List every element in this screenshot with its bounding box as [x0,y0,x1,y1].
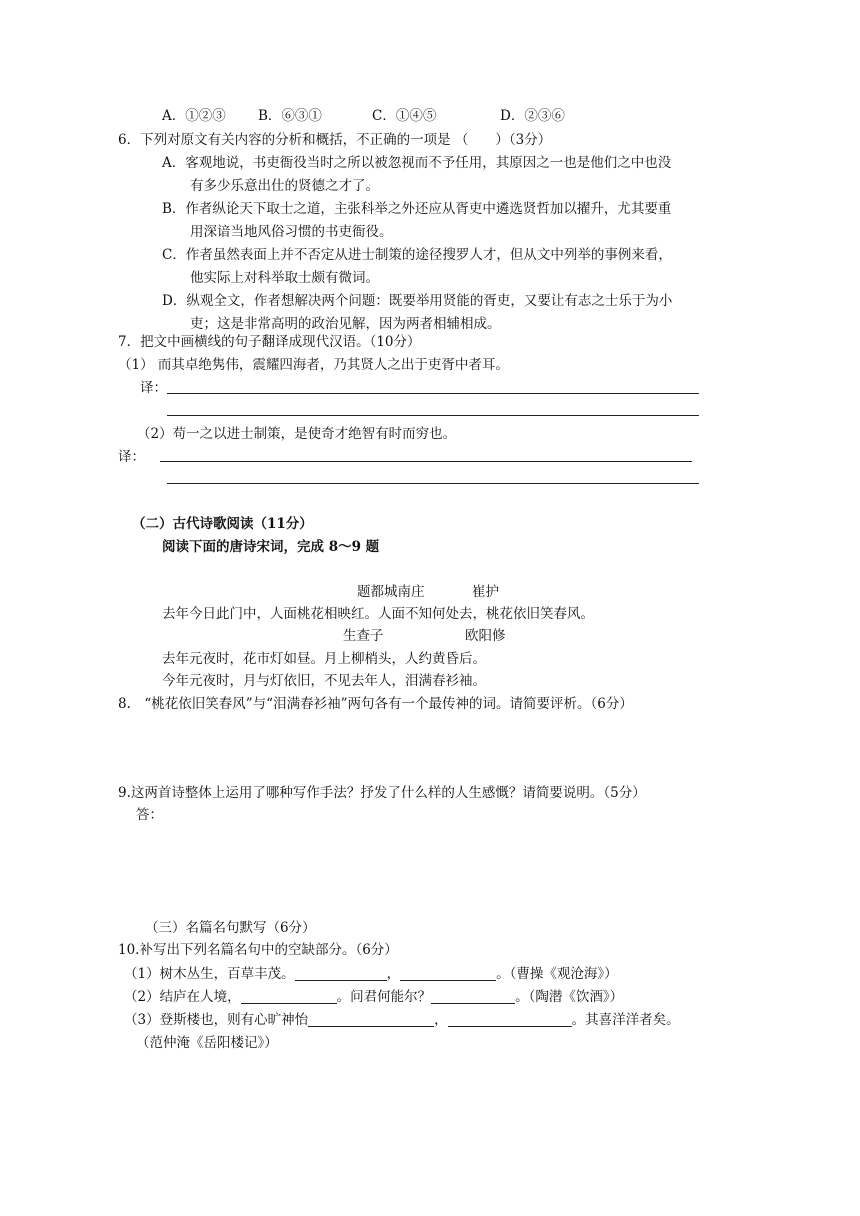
answer-line [167,415,699,416]
answer-line [167,393,699,394]
q6-option-b-line2: 用深谙当地风俗习惯的书吏衙役。 [190,224,393,240]
question-10-stem: 10.补写出下列名篇名句中的空缺部分。（6分） [118,942,398,958]
poem-2-line-2: 今年元夜时，月与灯依旧，不见去年人，泪满春衫袖。 [162,673,486,689]
poem-1-author: 崔护 [472,584,499,600]
q10-line-1 [124,965,618,983]
poem-2-author: 欧阳修 [465,628,506,644]
q6-option-a-line1: A．客观地说，书吏衙役当时之所以被忽视而不予任用，其原因之一也是他们之中也没 [162,155,672,171]
q6-option-b-line1: B．作者纵论天下取士之道，主张科举之外还应从胥吏中遴选贤哲加以擢升，尤其要重 [162,201,672,217]
option-b: B．⑥③① [258,108,322,124]
answer-line [167,483,699,484]
question-8-stem: 8. “桃花依旧笑春风”与“泪满春衫袖”两句各有一个最传神的词。请简要评析。（6分） [118,696,633,712]
blank-field[interactable] [308,1012,434,1027]
poem-1-title: 题都城南庄 [357,584,425,600]
q10-line-3-middle: ， [434,1012,448,1028]
q7-translation-label-2: 译： [118,449,145,465]
q10-line-2-middle: 。问君何能尔？ [336,989,432,1005]
q10-line-2-prefix: （2）结庐在人境， [124,989,241,1005]
q10-line-3-prefix: （3）登斯楼也，则有心旷神怡 [124,1012,309,1028]
q6-option-c-line2: 他实际上对科举取士颇有微词。 [190,270,379,286]
q9-answer-label: 答： [136,807,163,823]
q10-line-3 [124,1011,680,1029]
q10-line-2-suffix: 。（陶潜《饮酒》） [515,989,624,1005]
blank-field[interactable] [431,989,515,1004]
blank-field[interactable] [448,1012,572,1027]
q7-translation-label-1: 译： [140,380,167,396]
section-2-instruction: 阅读下面的唐诗宋词，完成 8～9 题 [162,539,380,555]
option-d: D．②③⑥ [500,108,565,124]
q7-sentence-2: （2）苟一之以进士制策，是使奇才绝智有时而穷也。 [137,426,457,442]
q10-line-2 [124,988,623,1006]
question-7-stem: 7．把文中画横线的句子翻译成现代汉语。（10分） [118,334,421,350]
section-3-heading: （三）名篇名句默写（6分） [145,920,316,936]
blank-field[interactable] [295,966,387,981]
q6-option-c-line1: C．作者虽然表面上并不否定从进士制策的途径搜罗人才，但从文中列举的事例来看， [162,247,672,263]
q10-line-1-suffix: 。（曹操《观沧海》） [496,966,618,982]
poem-2-line-1: 去年元夜时，花市灯如昼。月上柳梢头，人约黄昏后。 [162,651,486,667]
blank-field[interactable] [241,989,337,1004]
q6-option-a-line2: 有多少乐意出仕的贤德之才了。 [190,178,379,194]
poem-2-title: 生查子 [343,628,384,644]
q10-line-1-prefix: （1）树木丛生，百草丰茂。 [124,966,295,982]
q6-option-d-line2: 吏；这是非常高明的政治见解，因为两者相辅相成。 [190,316,501,332]
question-6-stem: 6．下列对原文有关内容的分析和概括，不正确的一项是 （ ）（3分） [118,132,552,148]
poem-1-text: 去年今日此门中，人面桃花相映红。人面不知何处去，桃花依旧笑春风。 [162,606,594,622]
q7-sentence-1: （1） 而其卓绝隽伟，震耀四海者，乃其贤人之出于吏胥中者耳。 [118,357,509,373]
option-c: C．①④⑤ [372,108,437,124]
q10-line-3-suffix: 。其喜洋洋者矣。 [571,1012,680,1028]
section-2-heading: （二）古代诗歌阅读（11分） [132,516,313,532]
q10-line-1-middle: ， [386,966,401,982]
option-a: A．①②③ [162,108,226,124]
q10-line-3-source: （范仲淹《岳阳楼记》） [136,1035,278,1051]
answer-line [160,461,692,462]
blank-field[interactable] [400,966,496,981]
q6-option-d-line1: D．纵观全文，作者想解决两个问题：既要举用贤能的胥吏，又要让有志之士乐于为小 [162,293,673,309]
question-9-stem: 9.这两首诗整体上运用了哪种写作手法？抒发了什么样的人生感慨？请简要说明。（5分） [118,785,646,801]
